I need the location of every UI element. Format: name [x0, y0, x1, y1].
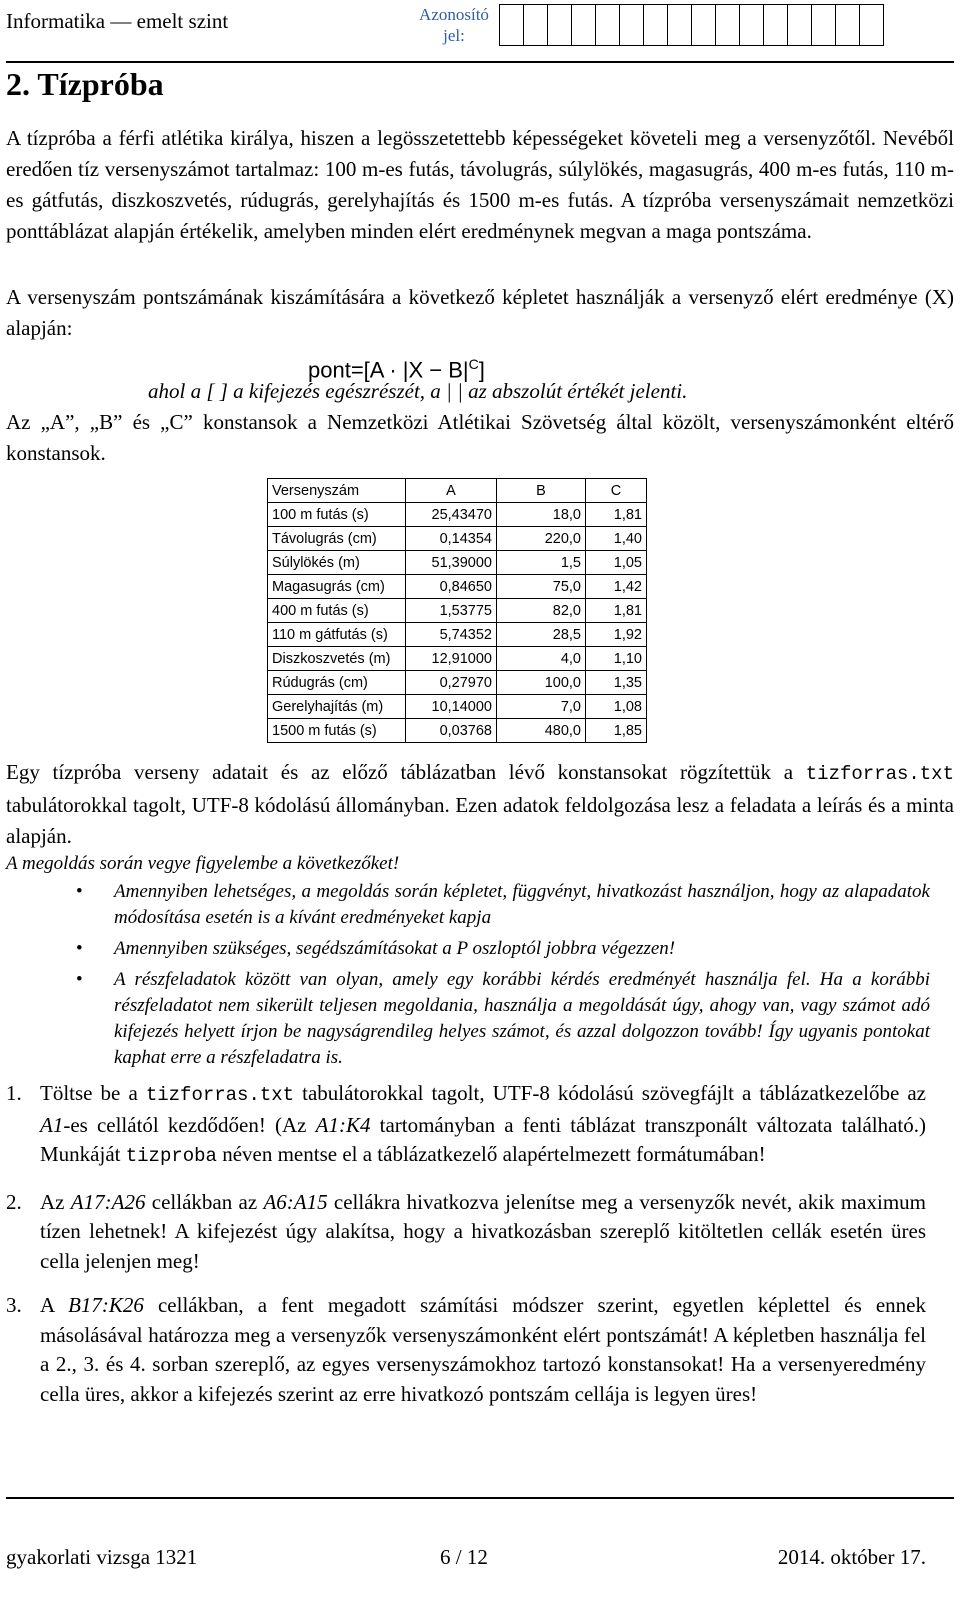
table-cell: 100 m futás (s) [268, 503, 406, 527]
table-cell: Magasugrás (cm) [268, 575, 406, 599]
table-cell: 100,0 [497, 671, 586, 695]
task-text: Töltse be a [40, 1081, 146, 1105]
table-row [268, 623, 647, 647]
id-digit-box[interactable] [595, 4, 620, 46]
instruction-text: Amennyiben lehetséges, a megoldás során képletet, függvényt, hivatkozást használjon, hogy az alapadatok módosítása esetén is a kívánt eredményeket kapja [114, 881, 930, 928]
p4-text-b: tabulátorokkal tagolt, UTF-8 kódolású állományban. Ezen adatok feldolgozása lesz a feladata a leírás és a minta alapján. [6, 793, 954, 848]
table-cell: 1,08 [586, 695, 647, 719]
task-text: -es cellától kezdődően! (Az [63, 1112, 316, 1137]
instructions-note: A megoldás során vegye figyelembe a következőket! [6, 853, 400, 874]
table-cell: 1,40 [586, 527, 647, 551]
table-row [268, 647, 647, 671]
table-cell: 10,14000 [406, 695, 497, 719]
id-digit-box[interactable] [739, 4, 764, 46]
table-cell: Súlylökés (m) [268, 551, 406, 575]
table-cell: 12,91000 [406, 647, 497, 671]
table-cell: 1,35 [586, 671, 647, 695]
bullet-icon: • [76, 938, 83, 959]
id-digit-box[interactable] [619, 4, 644, 46]
task-text: cellákban, a fent megadott számítási módszer szerint, egyetlen képlettel és ennek másolásával határozza meg a versenyzők versenyszámonként elért pontszámát! A képletben használja fel a 2., 3. és 4. sorban szereplő, az egyes versenyszámokhoz tartozó konstansokat! Ha a versenyeredmény cella üres, akkor a kifejezés szerint az erre hivatkozó pontszám cellája is legyen üres! [40, 1293, 926, 1406]
task-number: 2. [6, 1189, 22, 1214]
id-digit-box[interactable] [571, 4, 596, 46]
id-digit-box[interactable] [523, 4, 548, 46]
instruction-text: Amennyiben szükséges, segédszámításokat a P oszloptól jobbra végezzen! [114, 938, 676, 959]
table-cell: 0,84650 [406, 575, 497, 599]
id-digit-box[interactable] [691, 4, 716, 46]
table-cell: 25,43470 [406, 503, 497, 527]
instructions-list [76, 879, 930, 1076]
table-row [268, 599, 647, 623]
range-reference: A1:K4 [315, 1112, 371, 1137]
table-cell: 110 m gátfutás (s) [268, 623, 406, 647]
filename-tizforras: tizforras.txt [805, 763, 954, 785]
id-digit-box[interactable] [667, 4, 692, 46]
filename-tizforras: tizforras.txt [145, 1084, 295, 1106]
table-cell: 18,0 [497, 503, 586, 527]
instruction-text: A részfeladatok között van olyan, amely egy korábbi kérdés eredményét használja fel. Ha a korábbi részfeladatot nem sikerült teljesen megoldania, használja a megoldását úgy, ahogy van, vagy számot adó kifejezés helyett írjon be nagyságrendileg helyes számot, és azzal dolgozzon tovább! Így ugyanis pontokat kaphat erre a részfeladatra is. [114, 969, 930, 1068]
table-cell: 0,27970 [406, 671, 497, 695]
table-cell: 1,10 [586, 647, 647, 671]
formula-exponent: C [468, 356, 479, 372]
table-row [268, 695, 647, 719]
table-header-cell: B [497, 479, 586, 503]
table-cell: 400 m futás (s) [268, 599, 406, 623]
table-cell: Távolugrás (cm) [268, 527, 406, 551]
header-rule [6, 61, 954, 63]
table-header-cell: Versenyszám [268, 479, 406, 503]
table-row [268, 551, 647, 575]
constants-table [267, 478, 647, 743]
table-row [268, 503, 647, 527]
table-cell: 5,74352 [406, 623, 497, 647]
table-row [268, 671, 647, 695]
range-reference: B17:K26 [68, 1293, 144, 1317]
task-text: néven mentse el a táblázatkezelő alapértelmezett formátumában! [216, 1142, 766, 1166]
id-label: Azonosító jel: [419, 5, 489, 45]
table-cell: 1,85 [586, 719, 647, 743]
table-cell: 1,42 [586, 575, 647, 599]
table-cell: 75,0 [497, 575, 586, 599]
intro-paragraph-1: A tízpróba a férfi atlétika királya, hiszen a legösszetettebb képességeket követeli meg a versenyzőtől. Nevéből eredően tíz versenyszámot tartalmaz: 100 m-es futás, távolugrás, súlylökés, magasugrás, 400 m-es futás, 110 m-es gátfutás, diszkoszvetés, rúdugrás, gerelyhajítás és 1500 m-es futás. A tízpróba versenyszámait nemzetközi ponttáblázat alapján értékelik, amelyben minden elért eredménynek megvan a maga pontszáma. [6, 126, 954, 243]
formula-explanation: ahol a [ ] a kifejezés egészrészét, a | | az abszolút értékét jelenti. [148, 379, 688, 403]
task-text: tabulátorokkal tagolt, UTF-8 kódolású szövegfájlt a táblázatkezelőbe az [294, 1081, 926, 1105]
task-item [6, 1291, 926, 1409]
table-cell: 220,0 [497, 527, 586, 551]
table-cell: 1,92 [586, 623, 647, 647]
task-item [6, 1188, 926, 1277]
data-file-paragraph [6, 757, 954, 852]
table-cell: 82,0 [497, 599, 586, 623]
formula-end: ] [478, 357, 485, 383]
id-digit-box[interactable] [715, 4, 740, 46]
instruction-item [76, 879, 930, 931]
table-cell: 28,5 [497, 623, 586, 647]
table-cell: Diszkoszvetés (m) [268, 647, 406, 671]
table-cell: 1500 m futás (s) [268, 719, 406, 743]
instruction-item [76, 936, 930, 962]
id-digit-box[interactable] [787, 4, 812, 46]
task-text: A [40, 1293, 69, 1317]
constants-paragraph: Az „A”, „B” és „C” konstansok a Nemzetközi Atlétikai Szövetség által közölt, versenyszámonként eltérő konstansok. [6, 410, 954, 465]
id-digit-box[interactable] [763, 4, 788, 46]
table-cell: 1,81 [586, 599, 647, 623]
task-text: cellákra hivatkozva jelenítse meg a versenyzők nevét, akik maximum tízen lehetnek! A kifejezést úgy alakítsa, hogy a hivatkozásban szereplő kitöltetlen cellák esetén üres cella jelenjen meg! [40, 1189, 926, 1273]
id-digit-box[interactable] [835, 4, 860, 46]
footer-rule [6, 1497, 954, 1499]
id-digit-box[interactable] [811, 4, 836, 46]
formula-main: pont=[A · |X − B| [308, 357, 469, 383]
table-cell: 51,39000 [406, 551, 497, 575]
task-text: Az [40, 1189, 71, 1214]
id-digit-box[interactable] [547, 4, 572, 46]
range-reference: A6:A15 [263, 1189, 328, 1214]
table-row [268, 575, 647, 599]
section-title: 2. Tízpróba [6, 66, 164, 102]
task-text: cellákban az [145, 1189, 264, 1214]
footer-date: 2014. október 17. [777, 1545, 926, 1569]
footer-page-number: 6 / 12 [440, 1545, 488, 1569]
table-cell: 480,0 [497, 719, 586, 743]
table-cell: Gerelyhajítás (m) [268, 695, 406, 719]
table-header-row [268, 479, 647, 503]
task-number: 3. [6, 1293, 22, 1317]
id-digit-box[interactable] [499, 4, 524, 46]
table-header-cell: A [406, 479, 497, 503]
p4-text-a: Egy tízpróba verseny adatait és az előző táblázatban lévő konstansokat rögzítettük a [6, 760, 806, 784]
table-cell: 0,03768 [406, 719, 497, 743]
task-item [6, 1079, 926, 1172]
table-cell: 0,14354 [406, 527, 497, 551]
header-subject: Informatika — emelt szint [6, 9, 229, 33]
footer-exam-code: gyakorlati vizsga 1321 [6, 1545, 198, 1569]
instruction-item [76, 967, 930, 1071]
id-boxes [500, 4, 884, 46]
table-cell: 1,05 [586, 551, 647, 575]
table-row [268, 719, 647, 743]
bullet-icon: • [76, 969, 83, 990]
table-row [268, 527, 647, 551]
table-cell: 1,53775 [406, 599, 497, 623]
task-text: tartományban a fenti táblázat transzponált változata található.) Munkáját [40, 1112, 926, 1166]
table-cell: 1,5 [497, 551, 586, 575]
id-digit-box[interactable] [643, 4, 668, 46]
intro-paragraph-2: A versenyszám pontszámának kiszámítására a következő képletet használják a versenyző elért eredménye (X) alapján: [6, 285, 954, 340]
task-list [6, 1079, 926, 1409]
range-reference: A17:A26 [70, 1189, 146, 1214]
filename-tizproba: tizproba [125, 1145, 217, 1167]
table-cell: Rúdugrás (cm) [268, 671, 406, 695]
table-header-cell: C [586, 479, 647, 503]
table-cell: 4,0 [497, 647, 586, 671]
id-digit-box[interactable] [859, 4, 884, 46]
cell-reference: A1 [40, 1112, 64, 1137]
bullet-icon: • [76, 881, 83, 902]
table-cell: 7,0 [497, 695, 586, 719]
task-number: 1. [6, 1081, 22, 1105]
table-cell: 1,81 [586, 503, 647, 527]
